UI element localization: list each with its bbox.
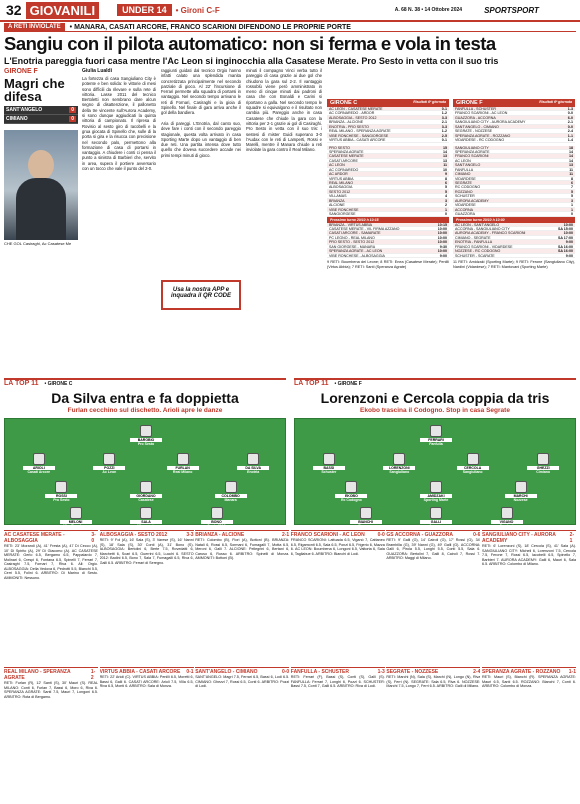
match-body: FRANCO SCARIONI: Lattuada 6.5, Viganò 7, Cattaneo 6.5, Rigamonti 6.5, Sala 6.5, Ponzi 6.5, Frigerio 6, Mazza 6. AC LEON: Boumbena 6, Longoni 6.5, Valtorta 6, Sala 6, Tagliabue 6. ARBITRO: Bianchi di Lodi. <box>290 538 385 556</box>
player-name: AMIDZAKI <box>420 494 452 498</box>
table-row: SAN GIORGESE - MANARA 9:30 <box>329 244 447 249</box>
match-report <box>291 667 385 802</box>
table-row: BRIANZA - VIRTUS ABBIA 10:15 <box>329 222 447 227</box>
jersey-icon <box>177 453 189 465</box>
player-club: Rozzano <box>358 523 373 528</box>
jersey-icon <box>430 481 442 493</box>
girone-c-header: GIRONE C Risultati 6ª giornata <box>327 99 449 107</box>
player-name: FERRARI <box>420 438 452 442</box>
player-card <box>45 481 77 502</box>
girone-f-standings <box>453 146 575 217</box>
match-body: RETI: Furlan (R), 12' Santi (S), 30' Mauri (S). REAL MILANO: Conti 6, Furlan 7, Bassi 6, Moro 6, Riva 6. SPERANZA AGRATE: Santi 7.5, Mauri 7, Longoni 6.5. ARBITRO: Rota di Bergamo. <box>4 681 98 699</box>
player-name: COLOMBO <box>215 494 247 498</box>
top11-left-girone: • GIRONE C <box>44 380 73 387</box>
match-title: REAL MILANO - SPERANZA AGRATE <box>4 669 71 681</box>
jersey-icon <box>430 425 442 437</box>
player-club: Schuster <box>321 470 337 475</box>
table-row: SEGRATE 6 <box>455 181 573 185</box>
jersey-icon <box>345 481 357 493</box>
table-row: BRIANZA 3 <box>329 198 447 203</box>
match-title: SANT'ANGELO - CIMIANO <box>195 669 258 675</box>
jersey-icon <box>393 453 405 465</box>
table-row: VIDARDESE - RC CODOGNO 1-4 <box>455 138 573 143</box>
top11-left-title: Da Silva entra e fa doppietta <box>51 390 239 406</box>
table-row: FANFULLA 11 <box>455 167 573 172</box>
table-row: AC LEON - CASATESE MERATE 0-1 <box>329 107 447 111</box>
player-club: Sesto 2012 <box>207 523 226 528</box>
brand-logo: SPORTSPORT <box>484 5 539 15</box>
match-score: 1-1 <box>568 669 576 675</box>
girone-f-header: GIRONE F Risultati 6ª giornata <box>453 99 575 107</box>
top11-right-title: Lorenzoni e Cercola coppia da tris <box>320 390 550 406</box>
match-score: 0-6 <box>473 532 481 538</box>
girone-c-results <box>327 107 449 143</box>
match-title: ALBOSAGGIA - SESTO 2012 <box>99 532 168 538</box>
table-row: REAL MILANO 6 <box>329 181 447 185</box>
page-number: 32 <box>6 2 22 18</box>
issue-date: A. 68 N. 38 • 14 Ottobre 2024 <box>394 7 463 13</box>
table-row: CASATI ARCORE 13 <box>329 158 447 163</box>
match-body: RETI: 23' Morandi (A), 41' Fresta (A), 47 Di Cecco (A), 10' Di Spirito (A), 29' Di Giacomo (A). AC CASATESE MERATE: Gerlo 6.5, Bergamo 6.5, Pappalardo 7, Molinari 6, Crespi 6, Fontana 6.5, Spinelli 7, Ferrari 7, Casiraghi 7.5, Fornari 7, Riva 6. All: Orgio. ALBOSAGGIA: Della Vedova 6, Pedrotti 5.5, Bianchi 5.5, Cerri 5.5, Folini 6. ARBITRO: Di Marino di Sesto. AMMONITI: Nessuno. <box>4 544 98 580</box>
table-row: AC CORNAREDO 10 <box>329 167 447 172</box>
player-club: Sangiuliano <box>462 470 483 475</box>
player-name: POZZI <box>93 466 125 470</box>
player-card <box>130 425 162 446</box>
player-name: MELONI <box>60 520 92 524</box>
table-row: VIBE RONCHESE - ALBOSAGGIA 9:00 <box>329 253 447 258</box>
table-row: VILLAMAS 4 <box>329 194 447 199</box>
player-card <box>350 507 382 528</box>
match-title: BRIANZA - ALCIONE <box>195 532 245 538</box>
table-row: NOZZESE - RC CODOGNO SA 16:00 <box>455 249 573 254</box>
match-body: RETI: Mauri (S), Bianchi (R). SPERANZA AGRATE: Mauri 6.5, Santi 6.5. ROZZANO: Bianchi 7, Conti 6. ARBITRO: Colombo di Monza. <box>482 675 576 688</box>
player-card <box>93 453 125 474</box>
match-body: RETI: Colombo (B), Fiori (A), Bottoni (B). BRIANZA: Natali 6, Rossi 6.5, Sormani 6, Fumagalli 7, Motta 6.5, Meroni 6, Galli 7. ALCIONE: Pellegrini 6, Bertani 6, Caruso 6, Russo 6. ARBITRO: Spinelli di Monza. AMMONITI: Bottoni (B). <box>195 538 290 560</box>
player-name: BAROBIO <box>130 438 162 442</box>
table-row: VIDARDESE 1 <box>455 203 573 208</box>
player-card <box>335 481 367 502</box>
table-row: SPERANZA AGRATE 14 <box>329 149 447 154</box>
girone-f-results <box>453 107 575 143</box>
match-body: RETI: Marchi (N), Sala (S), Marchi (N), Longo (N), Riva (S), Ferri (N). SEGRATE: Sala 6.5, Riva 6. NOZZESE: Marchi 7.5, Longo 7, Ferri 6.5. ARBITRO: Galli di Milano. <box>386 675 481 688</box>
match-report <box>291 530 385 665</box>
player-name: BONO <box>201 520 233 524</box>
match-title: SPERANZA AGRATE - ROZZANO <box>482 669 561 675</box>
player-club: Albosaggia <box>136 523 156 528</box>
player-club: Nozzese <box>513 498 528 503</box>
match-title: SANGIULIANO CITY - AURORA ACADEMY <box>482 532 556 544</box>
girone-c-scorers: 9 RETI: Boumbena del Leone; 8 RETI: Enea (Casatese Merate); Penilli (Virtus Abbia); 7 RETI: Santi (Speranza Agrate) <box>327 260 449 269</box>
table-row: AC CORNAREDO - ARDOR 1-2 <box>329 111 447 116</box>
jersey-icon <box>247 453 259 465</box>
top11-left-label: LA TOP 11 <box>4 380 39 387</box>
player-club: Casati Arcore <box>27 470 51 475</box>
match-title: FRANCO SCARIONI - AC LEON <box>290 532 365 538</box>
girone-f-table <box>453 99 575 269</box>
player-club: Pro Sesto <box>137 442 155 447</box>
jersey-icon <box>33 453 45 465</box>
player-name: MARCHI <box>505 494 537 498</box>
match-score: 3-0 <box>91 532 96 544</box>
table-row: SCHUSTER 5 <box>455 194 573 199</box>
match-score: 1-3 <box>377 669 385 675</box>
kicker-tag: A RETI INVIOLATE <box>4 23 65 32</box>
girone-c-table <box>327 99 449 269</box>
table-row: PC LEGNO - REAL MILANO 10:00 <box>329 235 447 240</box>
top11-right-girone: • GIRONE F <box>334 380 362 387</box>
girone-f-next <box>453 223 575 259</box>
player-name: ARIOLI <box>23 466 55 470</box>
player-name: GHEZZI <box>527 466 559 470</box>
jersey-icon <box>501 507 513 519</box>
jersey-icon <box>467 453 479 465</box>
jersey-icon <box>537 453 549 465</box>
table-row: ENOTRIA - PRO SESTO 3-3 <box>329 124 447 129</box>
player-club: Pro Sesto <box>53 498 70 503</box>
sidebar-box <box>4 68 78 378</box>
table-row: FRANCO SCARIONI - AC LEON 0-0 <box>455 111 573 116</box>
player-name: BIANCHI <box>350 520 382 524</box>
player-name: VIGANO <box>491 520 523 524</box>
table-row: SANGIULIANO CITY - AURORA ACADEMY 2-1 <box>455 120 573 125</box>
match-title: SEGRATE - NOZZESE <box>386 669 439 675</box>
table-row: CASATESE MERATE - VIL FIRMA AZZANO 10:00 <box>329 226 447 231</box>
article-col-3: minuti il compagno Vinci verba tutto il pareggio di casa grazie ai due gol che chiudono la gara sul 2-2. Il vantaggio rossoblù viene però amministrato in meno di cinque minuti dai padroni di casa che con Bonaldi e Carini si riportano a galla. Nel secondo tempo le squadre si equivalgono e il risultato non cambia più. Pareggio anche in casa Casatese che chiude la gara con la vittoria per 2-1 grazie ai gol di Casiraghi. Pro Sesto in vetta con il suo tris: i sestesi di mister Guidi superano 3-0 l'Audax con le reti di Lamperti, Rossi e Marelli, mentre il Manara chiude a reti inviolate la gara contro il Real Milano. <box>246 68 322 153</box>
player-club: Fanfulla <box>429 442 443 447</box>
byline: Giulia Lualdi <box>82 68 113 74</box>
match-body: RETI: 6' Lorenzoni (S), 18' Cercola (S), 41' Sala (A). SANGIULIANO CITY: Micheli 6, Lorenzoni 7.5, Cercola 7.5, Ferone 7, Rossi 6.5, Iacobelli 6.5, Spinello 7, Barbieri 7. AURORA ACADEMY: Galli 6, Mauri 6, Sala 6.5. ARBITRO: Colombo di Milano. <box>482 544 576 566</box>
player-photo <box>4 130 78 240</box>
headline: Sangiu con il pilota automatico: non si ferma e vola in testa <box>4 33 496 54</box>
player-club: Scarioni <box>499 523 514 528</box>
table-row: SEGRATE - NOZZESE 2-4 <box>455 129 573 134</box>
table-row: AC LEON - SANT'ANGELO 10:00 <box>455 222 573 227</box>
match-body: RETI: 22' Arioli (C). VIRTUS ABBIA: Penilli 6.5, Moretti 6, Bassi 6, Galli 6. CASATI ARCORE: Arioli 7.5, Villa 6.5, Riva 6.5, Monti 6. ARBITRO: Sala di Monza. <box>99 675 194 688</box>
player-card <box>237 453 269 474</box>
player-card <box>215 481 247 502</box>
jersey-icon <box>515 481 527 493</box>
table-row: FRANCO SCARIONI - VIDARDESE SA 16:00 <box>455 244 573 249</box>
table-row: AC LEON 11 <box>329 163 447 168</box>
girone-f-next-header: Prossimo turno 20/10 h 10:00 <box>453 217 575 223</box>
table-row: AC ARDOR 9 <box>329 172 447 177</box>
player-card <box>23 453 55 474</box>
table-row: SANGIORGESE 0 <box>329 212 447 217</box>
match-report <box>482 667 576 802</box>
player-club: Manara <box>224 498 237 503</box>
player-club: Enotria <box>247 470 260 475</box>
player-name: GIORDANO <box>130 494 162 498</box>
player-name: BASSI <box>313 466 345 470</box>
match-report <box>4 667 98 802</box>
player-card <box>130 481 162 502</box>
jersey-icon <box>140 425 152 437</box>
player-card <box>420 425 452 446</box>
player-card <box>420 481 452 502</box>
table-row: SANGIULIANO CITY 18 <box>455 145 573 150</box>
match-score: 3-3 <box>186 532 194 538</box>
match-report <box>386 667 480 802</box>
player-club: Real Milano <box>172 470 193 475</box>
match-score: 2-4 <box>473 669 481 675</box>
player-club: Casatese <box>138 498 154 503</box>
table-row: SPERANZA AGRATE 14 <box>455 149 573 154</box>
match-score: 0-0 <box>281 669 290 675</box>
table-row: ACCORNA - SANGIULIANO CITY SA 15:00 <box>455 226 573 231</box>
table-row: CASATI ARCORE - SAMARATE 10:00 <box>329 231 447 236</box>
table-row: PRO SESTO 15 <box>329 145 447 150</box>
match-report <box>195 667 289 802</box>
table-row: GUAZZORA 0 <box>455 212 573 217</box>
player-club: Vibe Ronchese <box>62 523 89 528</box>
league-label: UNDER 14 <box>117 4 172 16</box>
match-score: 0-0 <box>377 532 385 538</box>
player-card <box>457 453 489 474</box>
player-card <box>130 507 162 528</box>
table-row: SCHUSTER - SCARATE 9:00 <box>455 253 573 258</box>
jersey-icon <box>55 481 67 493</box>
player-name: EKOBO <box>335 494 367 498</box>
jersey-icon <box>103 453 115 465</box>
match-report <box>4 530 98 665</box>
sidebar-title: Magri che difesa <box>4 76 65 104</box>
player-card <box>491 507 523 528</box>
player-club: Ac Leon <box>102 470 117 475</box>
match-title: GS ACCORNA - GUAZZORA <box>386 532 453 538</box>
table-row: GUAZZORA - ACCORNA 6-0 <box>455 115 573 120</box>
table-row: ALBOSAGGIA - SESTO 2012 3-3 <box>329 115 447 120</box>
match-body: SANT'ANGELO: Magri 7.5, Ferrari 6.5, Bassi 6, Lodi 6.5. CIMIANO: Ghezzi 7, Rossi 6.5, Conti 6. ARBITRO: Pozzi di Lodi. <box>195 675 290 688</box>
jersey-icon <box>70 507 82 519</box>
table-row: SPERANZA AGRATE - AC LEON 10:00 <box>329 249 447 254</box>
table-row: AURORA ACADEMY 3 <box>455 198 573 203</box>
article-col-1 <box>82 68 156 376</box>
match-report <box>386 530 480 665</box>
match-title: VIRTUS ABBIA - CASATI ARCORE <box>99 669 181 675</box>
girone-label: • Gironi C-F <box>175 5 220 15</box>
table-row: REAL MILANO - SPERANZA AGRATE 1-2 <box>329 129 447 134</box>
table-row: CIMIANO - SEGRATE SA 17:00 <box>455 235 573 240</box>
player-card <box>60 507 92 528</box>
table-row: RC CODOGNO 7 <box>455 185 573 190</box>
top11-right-subtitle: Ekobo trascina il Codogno. Stop in casa Segrate <box>360 407 510 414</box>
match-title: FANFULLA - SCHUSTER <box>290 669 349 675</box>
table-row: FANFULLA - SCHUSTER 1-3 <box>455 107 573 111</box>
jersey-icon <box>211 507 223 519</box>
match-report <box>100 530 194 665</box>
girone-c-next <box>327 223 449 259</box>
photo-caption: CHE GOL Casiraghi, Ac Casatese Me <box>4 241 72 246</box>
table-row: ROZZANO 5 <box>455 189 573 194</box>
player-name: DA SILVA <box>237 466 269 470</box>
top11-left-pitch <box>4 418 286 528</box>
table-row: SANT'ANGELO - CIMIANO 0-0 <box>455 124 573 129</box>
player-club: Sporting Marte <box>423 498 449 503</box>
jersey-icon <box>430 507 442 519</box>
player-card <box>527 453 559 474</box>
table-row: ENOTRIA - FANFULLA 9:00 <box>455 240 573 245</box>
player-name: SALA <box>130 520 162 524</box>
jersey-icon <box>360 507 372 519</box>
table-row: AC LEON 14 <box>455 158 573 163</box>
section-label: GIOVANILI <box>26 2 99 19</box>
table-row: FRANCO SCARIONI 14 <box>455 154 573 159</box>
page-header <box>0 0 580 22</box>
table-row: VIRTUS ABBIA 8 <box>329 176 447 181</box>
table-row: CIMIANO 11 <box>455 172 573 177</box>
jersey-icon <box>323 453 335 465</box>
top11-right-bar <box>294 378 576 387</box>
sidebar-tag: GIRONE F <box>4 68 38 75</box>
match-score: 2-1 <box>281 532 290 538</box>
match-body: RETI: 9' Galli (G), 14' Cairoli (G), 17' Rossi (G), 34' Brambilla (G), 39' Nanni (G), 49' Galli (G). ACCORNA: Galli 6, Pirola 5.5, Longhi 5.5, Conti 5.5, Sala 6. GUAZZORA: Bertolini 7, Galli 8, Cairoli 7, Rossi 7. ARBITRO: Maggi di Milano. <box>386 538 481 560</box>
match-body: RETI: Ferrari (F), Bassi (S), Conti (S), Galli (S). FANFULLA: Ferrari 7, Longhi 6, Pozzi 6. SCHUSTER: Bassi 7.5, Conti 7, Galli 6.5. ARBITRO: Riva di Lodi. <box>290 675 385 688</box>
jersey-icon <box>140 507 152 519</box>
player-club: Sangiuliano <box>389 470 410 475</box>
player-club: Accorna <box>428 523 443 528</box>
player-name: GALLI <box>420 520 452 524</box>
table-row: ACCORNA 1 <box>455 207 573 212</box>
jersey-icon <box>225 481 237 493</box>
top11-left-bar <box>4 378 286 387</box>
score-row: CIMIANO 0 <box>4 115 78 124</box>
table-row: SESTO 2012 5 <box>329 189 447 194</box>
sidebar-score <box>4 106 78 124</box>
girone-f-scorers: 11 RETI: Amidzaki (Sporting Marte); 9 RETI: Ferone (Sangiuliano City), Nardini (Vidardese); 7 RETI: Mantovani (Sporting Marte) <box>453 260 575 269</box>
player-name: LORENZONI <box>383 466 415 470</box>
match-score: 2-1 <box>569 532 575 544</box>
player-card <box>383 453 415 474</box>
match-score: 0-1 <box>186 669 194 675</box>
girone-c-standings <box>327 146 449 217</box>
player-card <box>313 453 345 474</box>
table-row: ALBOSAGGIA 5 <box>329 185 447 190</box>
table-row: AURORA ACADEMY - FRANCO SCARIONI 10:00 <box>455 231 573 236</box>
table-row: ALCIONE 2 <box>329 203 447 208</box>
table-row: VIBE RONCHESE - SANGIORGESE 2-5 <box>329 133 447 138</box>
player-card <box>505 481 537 502</box>
player-name: CERCOLA <box>457 466 489 470</box>
match-title: AC CASATESE MERATE - ALBOSAGGIA <box>4 532 65 544</box>
table-row: BRIANZA - ALCIONE 2-1 <box>329 120 447 125</box>
article-text: La fortezza di casa Sangiuliano City è potente e ben solida: le vittorie di mesi sono difficili da rilevare e sulla rete di vittoria. Lasse 2011 del tecnico Bertoletti non sembrano dare alcun segno di disattenzione, il pallonetto della tre vincente sull'Aurora Academy, si sono dunque aggiudicati la quinta vittoria di campionato. Il ripresa di Rovisio al sesto giro di Iacobelli e la grua giocata di Spinello che, sulle di la porta si gira e la risucca con precisione nel secondo palo, permettono alla formazione di casa di portarsi in vantaggio. A chiudere i conti ci pensa il punto a sinistra di Barbieri che, servito in area, supera il portiere avversario con un tocco che vale il punto del 2-0. <box>82 76 156 172</box>
match-report <box>195 530 289 665</box>
kicker <box>4 23 576 32</box>
match-report <box>100 667 194 802</box>
match-report <box>482 530 576 665</box>
article-col-2: raggiunti guidati dal tecnico Orgio hanno infatti calato una splendida manita concretizzata principalmente nel secondo parziale di gioco. Al 22' l'incursione di Ferrari permette alla squadra di portarsi in vantaggio. Nel secondo tempo arrivano le reti di Fornari, Casiraghi e la gioia di Spinello. Nel finale di gara arriva anche il gol della bandiera. Aria di pareggi. L'Enotria, dal canto suo, deve fare i conti con il secondo pareggio stagionale, questa volta arrivato in casa Sporting Marte dopo un vantaggio di ben due reti. Una partita intensa dove tutto quello che doveva succedere accade nei primi tempi minuti di gioco. <box>161 68 241 158</box>
top11-right-pitch <box>294 418 576 528</box>
match-score: 1-2 <box>90 669 96 681</box>
player-club: Cimiano <box>536 470 551 475</box>
player-club: Rc Codogno <box>340 498 362 503</box>
qr-promo[interactable]: Usa la nostra APP e inquadra il QR CODE <box>161 280 241 310</box>
table-row: SANT'ANGELO 13 <box>455 163 573 168</box>
table-row: SPERANZA AGRATE - ROZZANO 1-1 <box>455 133 573 138</box>
subheadline: L'Enotria pareggia fuori casa mentre l'Ac Leon si inginocchia alla Casatese Merate. Pro Sesto in vetta con il suo tris <box>4 56 499 66</box>
player-card <box>167 453 199 474</box>
table-row: VIRTUS ABBIA - CASATI ARCORE 0-1 <box>329 138 447 143</box>
table-row: CASATESE MERATE 13 <box>329 154 447 159</box>
kicker-text: • MANARA, CASATI ARCORE, FRANCO SCARIONI DIFENDONO LE PROPRIE PORTE <box>69 23 351 31</box>
match-body: RETI: 9' Fol (A), 16' Sala (S), 3' Varese (S), 16' Nanni (S), 18' Sala (S), 30' Conti (A), 31' Bono (S). ALBOSAGGIA: Bertolini 6, Berte 7.5, Rovedatti 6, Marchetti 6, Scari 6.5, Guerrini 6.5, Lucchi 6. SESTO 2012: Badini 6.5, Bono 7, Sala 7, Fumagalli 6.5, Riva 6, Galli 6.5. ARBITRO: Ferrari di Seregno. <box>99 538 194 565</box>
player-card <box>420 507 452 528</box>
player-name: ROSSI <box>45 494 77 498</box>
girone-c-next-header: Prossimo turno 20/10 h 10:15 <box>327 217 449 223</box>
top11-left-subtitle: Furlan cecchino sul dischetto. Arioli apre le danze <box>67 407 223 414</box>
score-row: SANT'ANGELO 0 <box>4 106 78 115</box>
table-row: VIBE RONCHESE 1 <box>329 207 447 212</box>
top11-right-label: LA TOP 11 <box>294 380 329 387</box>
jersey-icon <box>140 481 152 493</box>
player-card <box>201 507 233 528</box>
player-name: FURLAN <box>167 466 199 470</box>
table-row: VIDARDESE 8 <box>455 176 573 181</box>
table-row: PRO SESTO - SESTO 2012 10:00 <box>329 240 447 245</box>
